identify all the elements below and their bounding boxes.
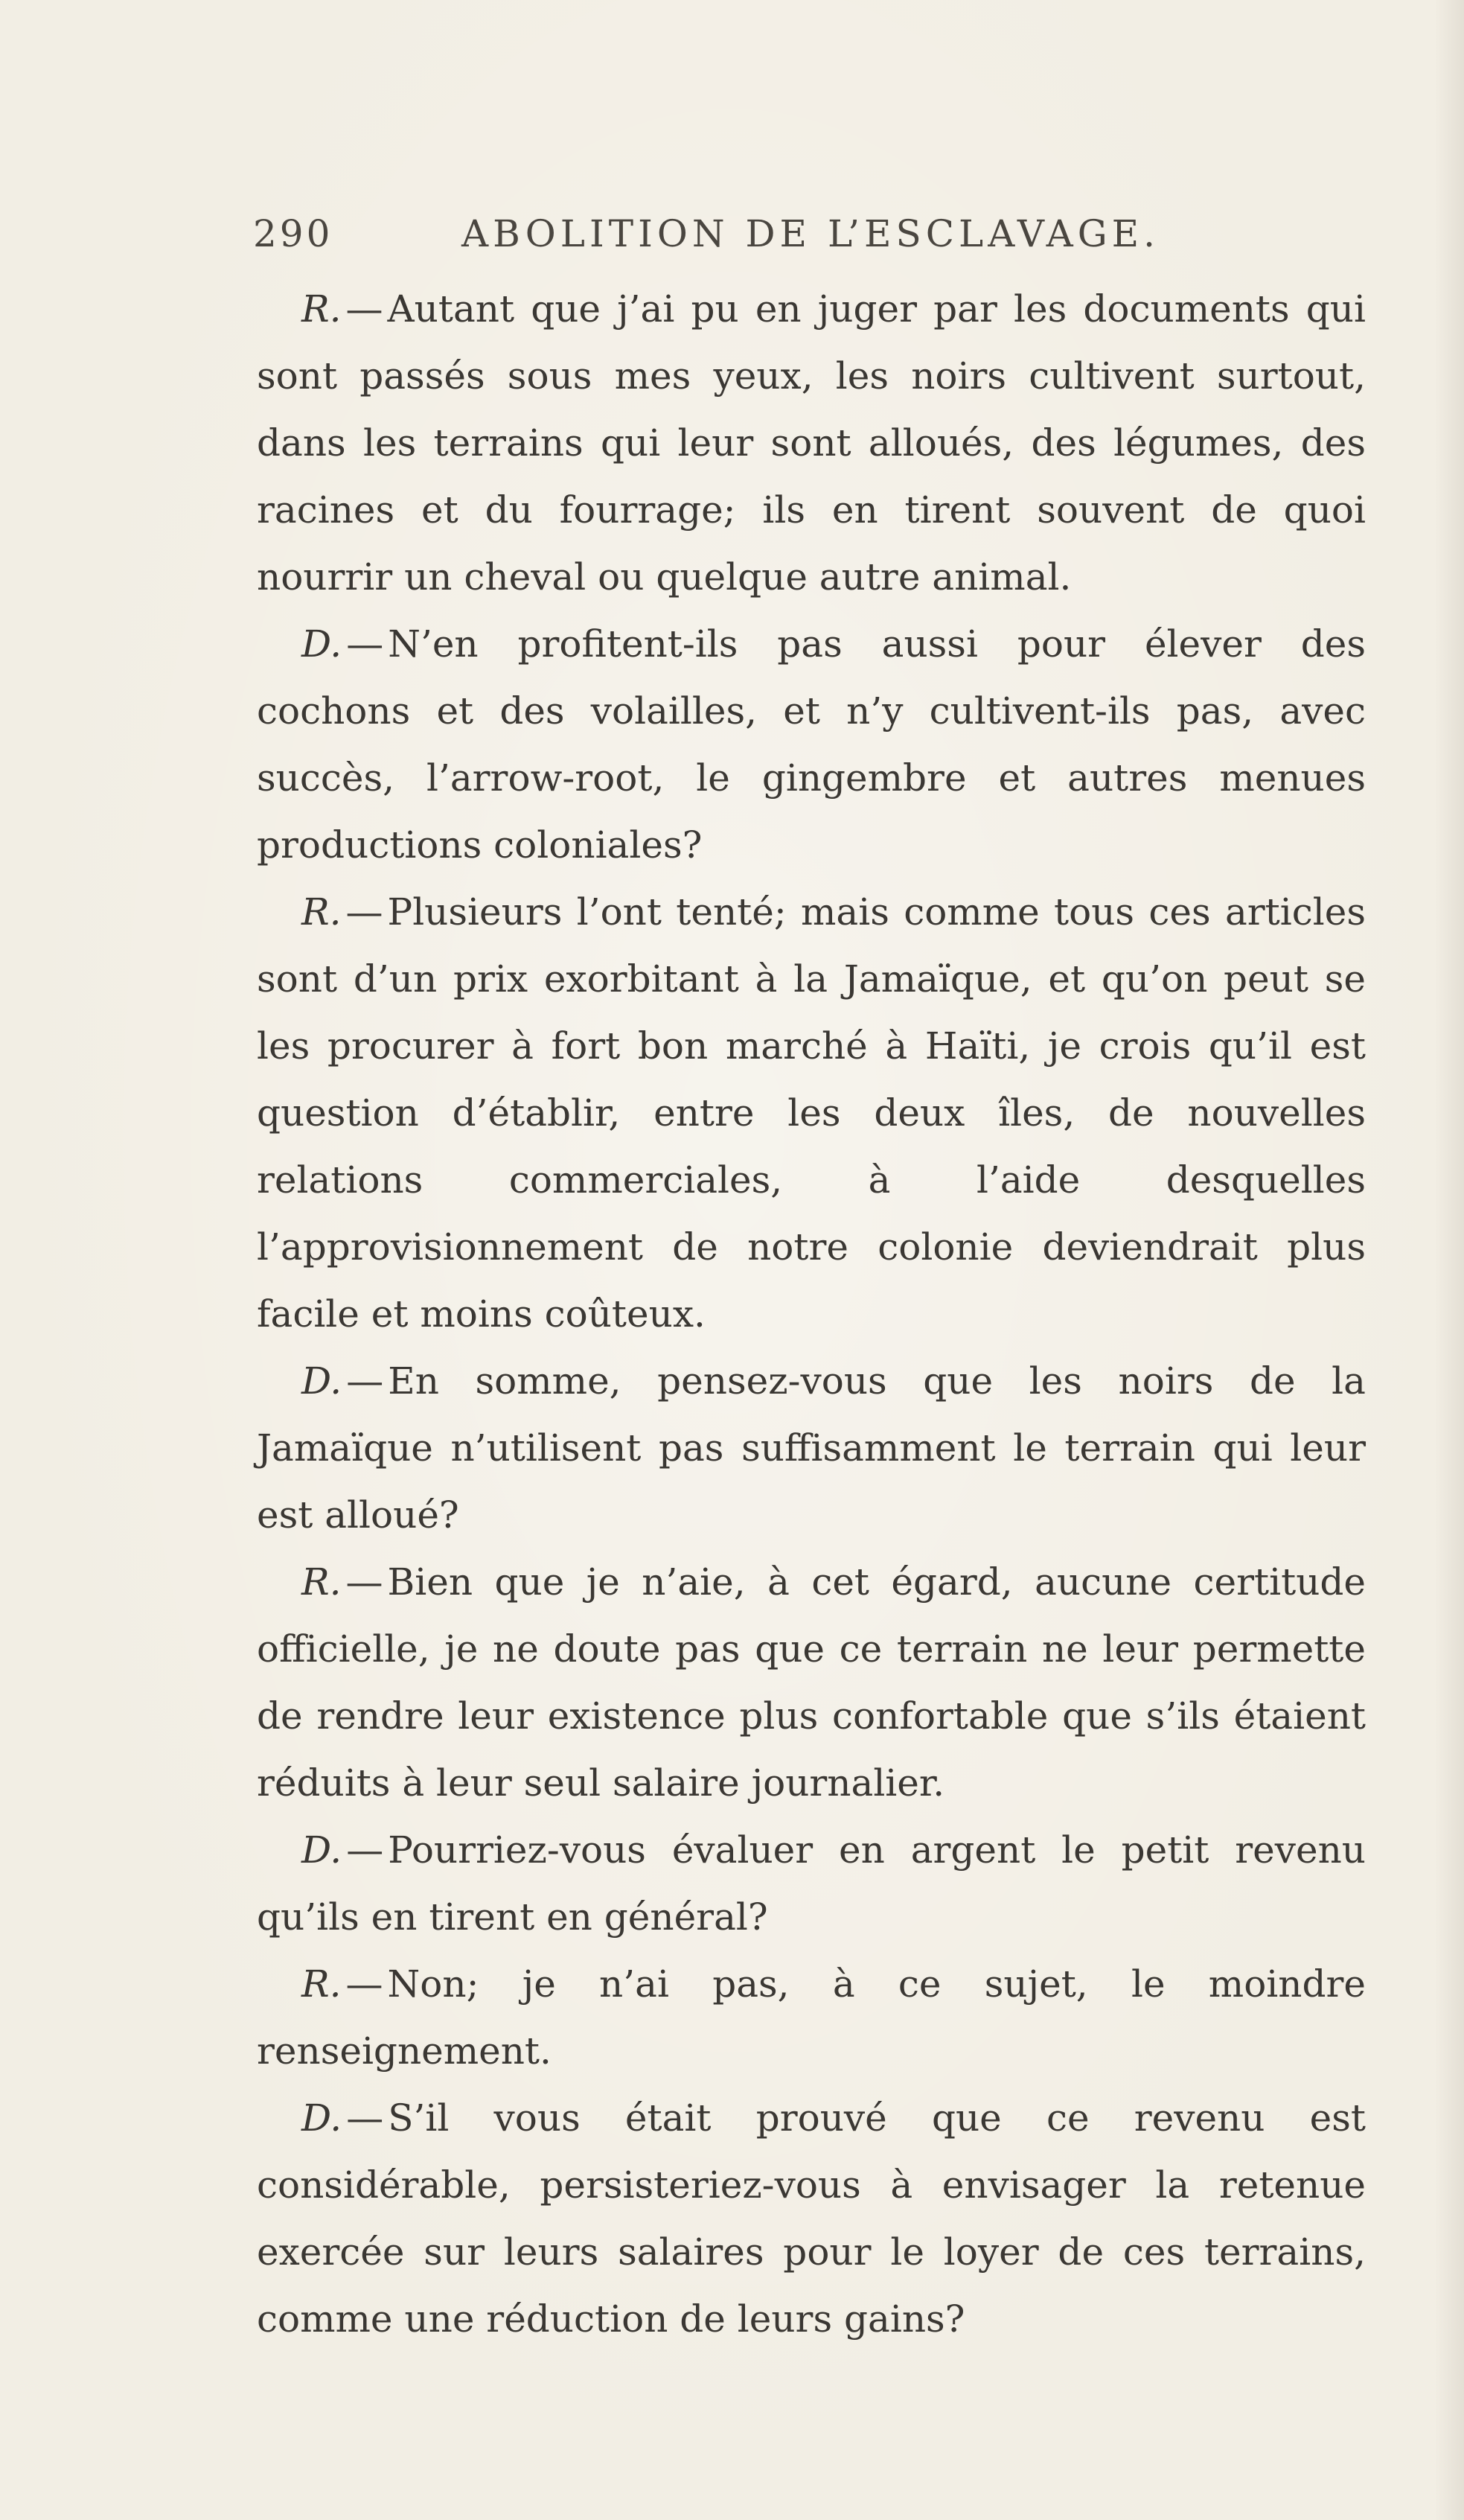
dialogue-text (257, 275, 1366, 2352)
dialogue-paragraph (257, 1950, 1366, 2084)
em-dash: — (345, 1560, 383, 1604)
speaker-label: D. (301, 1359, 342, 1403)
speaker-label: R. (301, 287, 342, 331)
speaker-label: D. (301, 622, 342, 666)
speaker-label: D. (301, 1828, 342, 1872)
em-dash: — (346, 2096, 384, 2140)
speaker-label: R. (301, 890, 342, 934)
paragraph-text: Bien que je n’aie, à cet égard, aucune certitude officielle, je ne doute pas que ce terrain ne leur permette de rendre leur existence plus confortable que s’ils étaient réduits à leur seul salaire journalier. (257, 1560, 1366, 1805)
paragraph-text: Non; je n’ai pas, à ce sujet, le moindre renseignement. (257, 1962, 1366, 2073)
dialogue-paragraph (257, 275, 1366, 610)
dialogue-paragraph (257, 610, 1366, 878)
paragraph-text: Pourriez-vous évaluer en argent le petit revenu qu’ils en tirent en général? (257, 1828, 1366, 1939)
page-number: 290 (253, 212, 333, 255)
running-head: ABOLITION DE L’ESCLAVAGE. (461, 212, 1160, 255)
em-dash: — (345, 1962, 383, 2006)
dialogue-paragraph (257, 2084, 1366, 2352)
em-dash: — (346, 622, 384, 666)
dialogue-paragraph (257, 1548, 1366, 1816)
page-header (253, 212, 1221, 264)
paragraph-text: Autant que j’ai pu en juger par les documents qui sont passés sous mes yeux, les noirs cultivent surtout, dans les terrains qui leur sont alloués, des légumes, des racines et du fourrage; ils en tirent souvent de quoi nourrir un cheval ou quelque autre animal. (257, 287, 1366, 599)
speaker-label: R. (301, 1962, 342, 2006)
em-dash: — (346, 1359, 384, 1403)
page-edge-shadow (1434, 0, 1464, 2520)
dialogue-paragraph (257, 1816, 1366, 1950)
em-dash: — (345, 287, 383, 331)
dialogue-paragraph (257, 1347, 1366, 1548)
paragraph-text: En somme, pensez-vous que les noirs de la Jamaïque n’utilisent pas suffisamment le terrain qui leur est alloué? (257, 1359, 1366, 1537)
speaker-label: R. (301, 1560, 342, 1604)
em-dash: — (345, 890, 383, 934)
paragraph-text: N’en profitent-ils pas aussi pour élever des cochons et des volailles, et n’y cultivent-ils pas, avec succès, l’arrow-root, le gingembre et autres menues productions coloniales? (257, 622, 1366, 867)
paragraph-text: S’il vous était prouvé que ce revenu est considérable, persisteriez-vous à envisager la retenue exercée sur leurs salaires pour le loyer de ces terrains, comme une réduction de leurs gains? (257, 2096, 1366, 2341)
em-dash: — (346, 1828, 384, 1872)
dialogue-paragraph (257, 878, 1366, 1347)
paragraph-text: Plusieurs l’ont tenté; mais comme tous ces articles sont d’un prix exorbitant à la Jamaïque, et qu’on peut se les procurer à fort bon marché à Haïti, je crois qu’il est question d’établir, entre les deux îles, de nouvelles relations commerciales, à l’aide desquelles l’approvisionnement de notre colonie deviendrait plus facile et moins coûteux. (257, 890, 1366, 1336)
speaker-label: D. (301, 2096, 342, 2140)
